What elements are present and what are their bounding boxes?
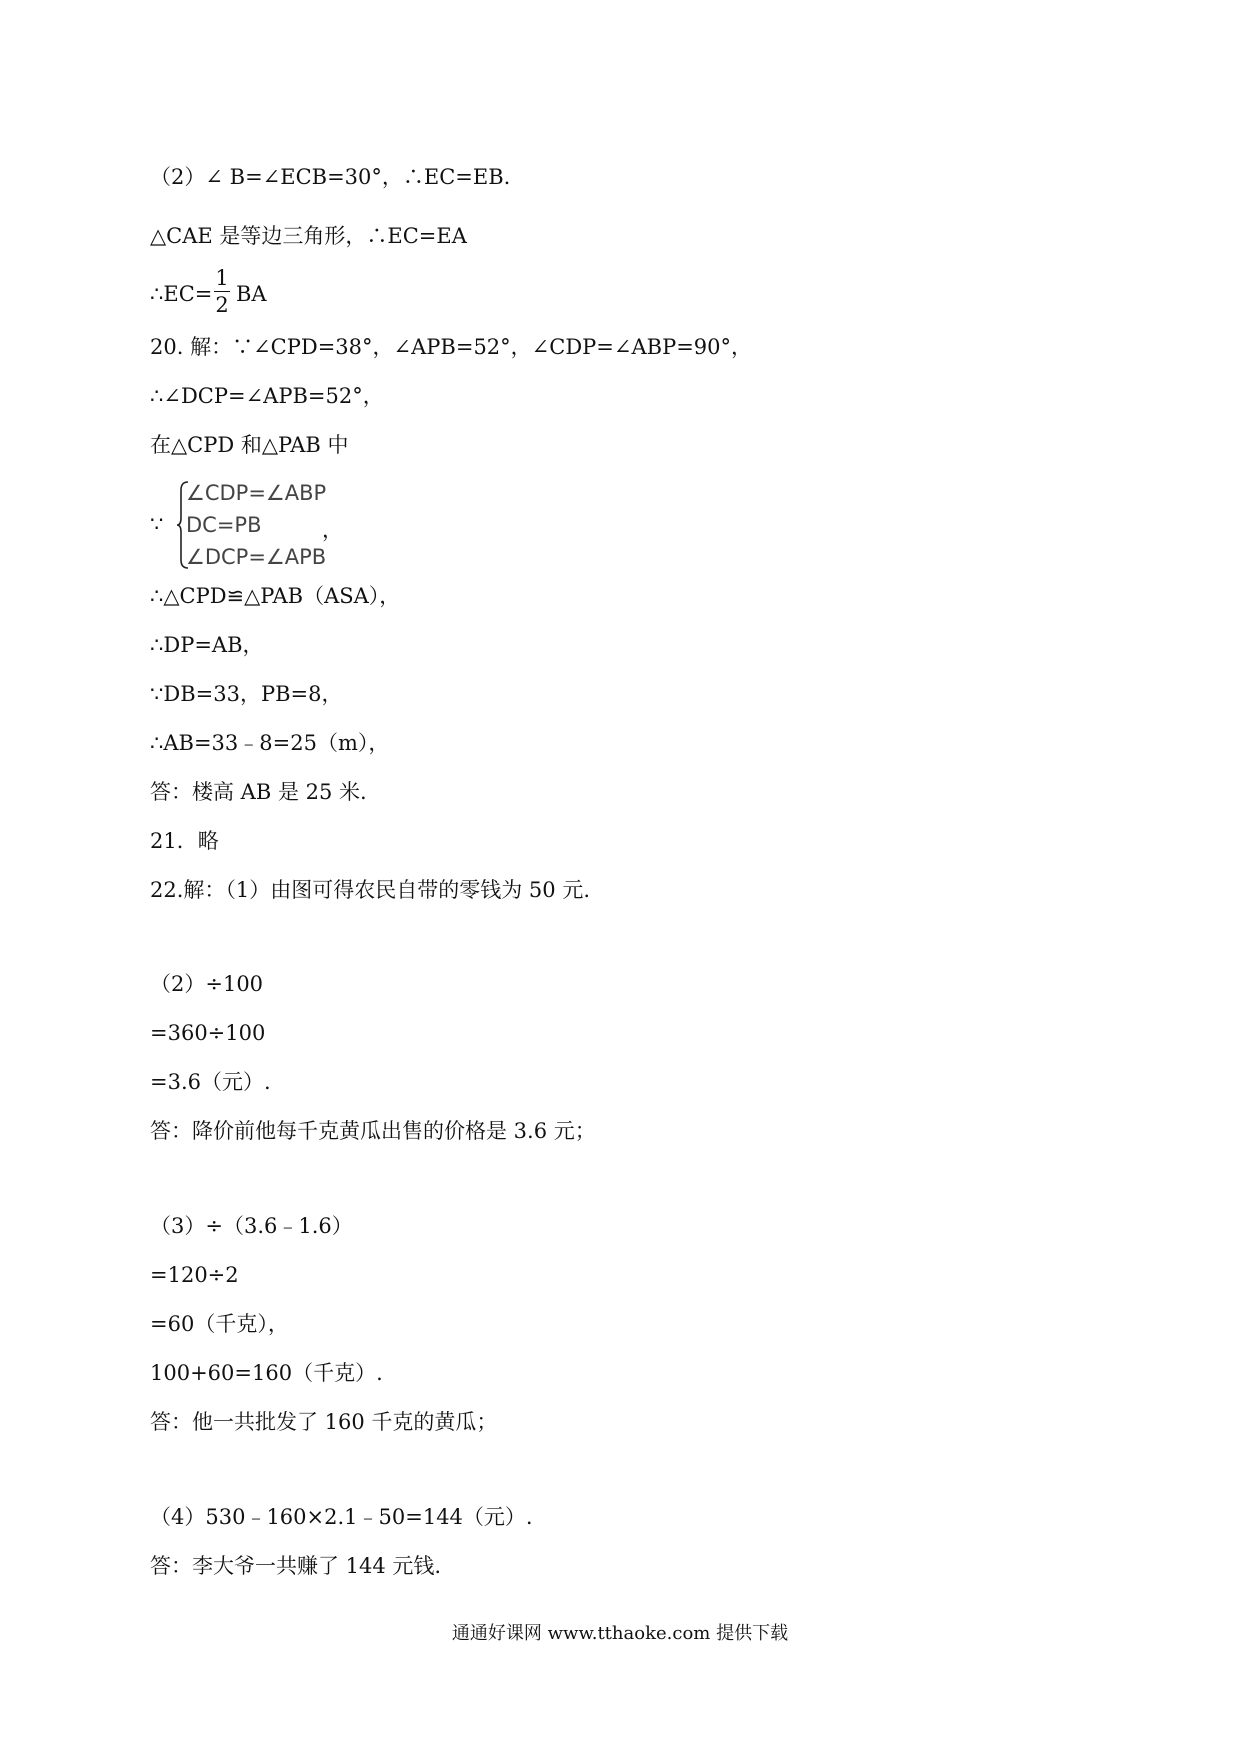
text-line: （2）÷100 <box>150 972 264 996</box>
text-line: ∴EC= <box>150 282 213 306</box>
text-line: 22.解：（1）由图可得农民自带的零钱为 50 元. <box>150 878 591 902</box>
fraction-one-half <box>214 266 230 317</box>
text-line: 在△CPD 和△PAB 中 <box>150 433 349 457</box>
system-row: ∠DCP=∠APB <box>186 545 327 569</box>
fraction-denominator: 2 <box>215 293 229 317</box>
text-line: ∴∠DCP=∠APB=52°， <box>150 384 384 408</box>
text-line: =60（千克）， <box>150 1312 289 1336</box>
text-line: 答：李大爷一共赚了 144 元钱. <box>150 1554 442 1578</box>
system-row: ∠CDP=∠ABP <box>186 481 327 505</box>
equation-system <box>150 476 550 576</box>
text-line: ∴DP=AB， <box>150 633 264 657</box>
text-line: 21．略 <box>150 829 219 853</box>
text-line: =120÷2 <box>150 1263 239 1287</box>
text-line: ∴AB=33﹣8=25（m）， <box>150 731 390 755</box>
text-line: =3.6（元）. <box>150 1070 271 1094</box>
text-line: BA <box>236 282 267 306</box>
fraction-bar <box>214 291 230 292</box>
text-line: 100+60=160（千克）. <box>150 1361 383 1385</box>
because-symbol: ∵ <box>150 512 164 536</box>
fraction-numerator: 1 <box>215 266 229 290</box>
text-line: =360÷100 <box>150 1021 266 1045</box>
system-comma: ， <box>322 518 343 542</box>
system-row: DC=PB <box>186 513 262 537</box>
text-line: （3）÷（3.6﹣1.6） <box>150 1214 353 1238</box>
text-line: （2）∠ B=∠ECB=30°，∴EC=EB. <box>150 165 511 189</box>
page-footer: 通通好课网 www.tthaoke.com 提供下载 <box>451 1623 789 1644</box>
text-line: 答：他一共批发了 160 千克的黄瓜； <box>150 1410 498 1434</box>
text-line: 20. 解：∵∠CPD=38°，∠APB=52°，∠CDP=∠ABP=90°， <box>150 335 753 359</box>
text-line: （4）530﹣160×2.1﹣50=144（元）. <box>150 1505 533 1529</box>
text-line: 答：楼高 AB 是 25 米. <box>150 780 367 804</box>
text-line: △CAE 是等边三角形，∴EC=EA <box>150 224 467 248</box>
text-line: ∵DB=33，PB=8， <box>150 682 343 706</box>
text-line: ∴△CPD≌△PAB（ASA）， <box>150 584 401 608</box>
text-line: 答：降价前他每千克黄瓜出售的价格是 3.6 元； <box>150 1119 596 1143</box>
